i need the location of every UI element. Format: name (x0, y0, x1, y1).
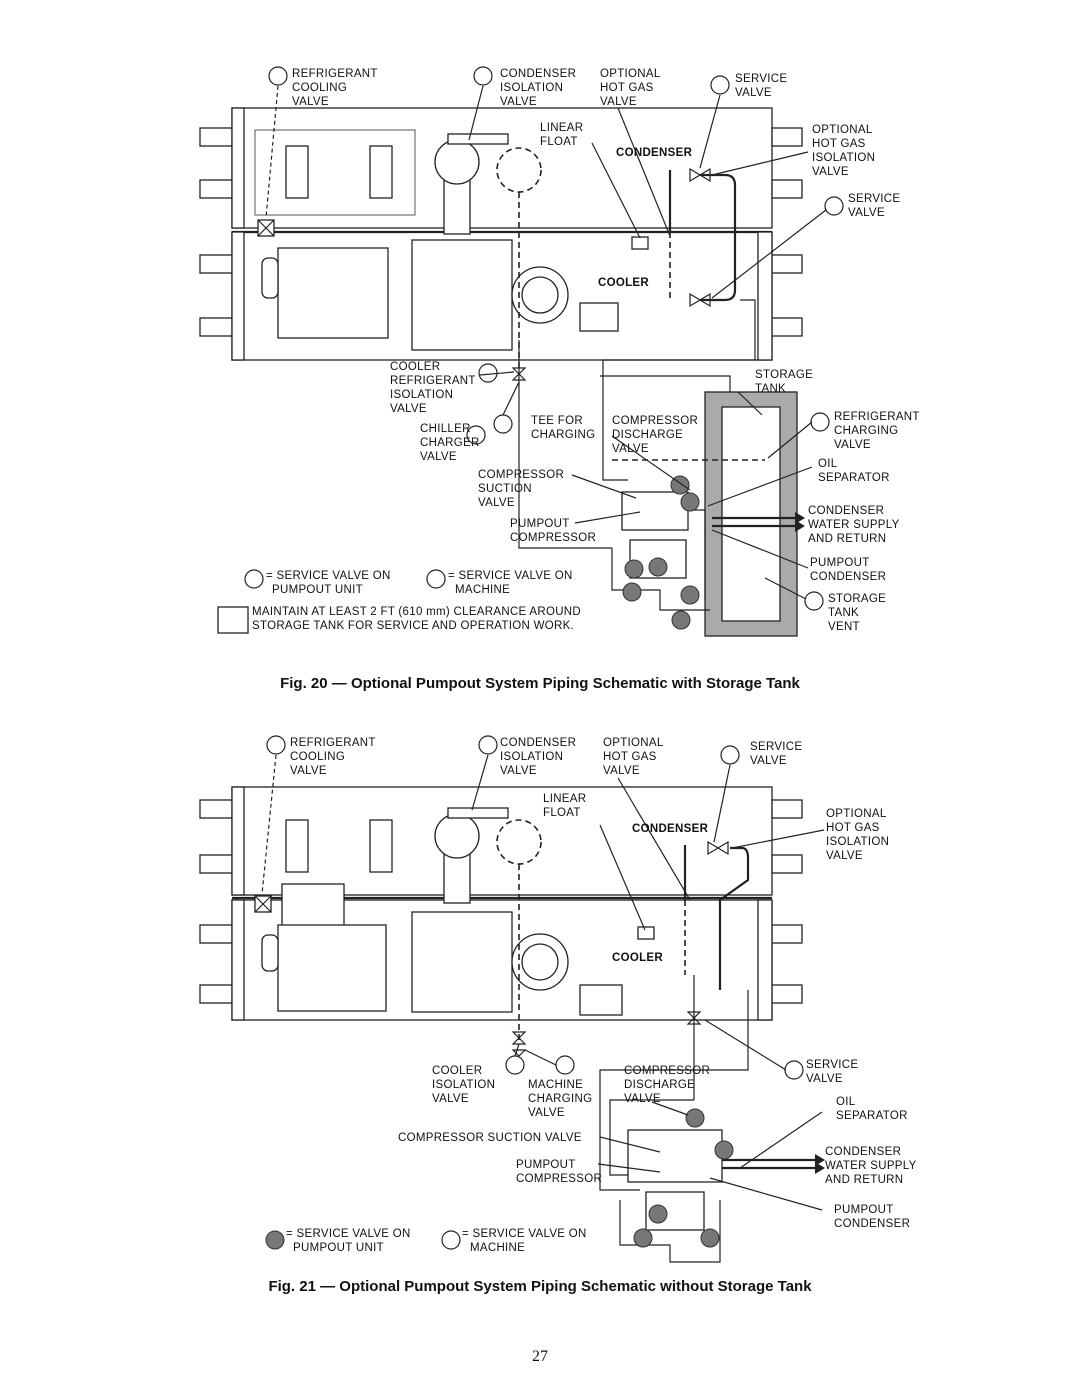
fig20-oil-filter (262, 258, 278, 298)
fig21-label-service-valve-top: SERVICE VALVE (750, 741, 803, 767)
fig21-oil-filter (262, 935, 278, 971)
fig21-control-box (580, 985, 622, 1015)
fig20-sensor-box (632, 237, 648, 249)
fig20-label-oil-separator: OIL SEPARATOR (818, 458, 890, 484)
fig20-label-optional-hot-gas-isolation-valve: OPTIONAL HOT GAS ISOLATION VALVE (812, 124, 876, 178)
fig20-pumpout-compressor (622, 492, 688, 530)
fig21-pumpout-compressor (628, 1130, 722, 1182)
fig20-label-pumpout-compressor: PUMPOUT COMPRESSOR (510, 518, 597, 544)
fig20-legend-clearance: MAINTAIN AT LEAST 2 FT (610 mm) CLEARANCE AROUND STORAGE TANK FOR SERVICE AND OPERATION WORK. (252, 606, 582, 632)
fig20-label-cooler: COOLER (598, 277, 649, 289)
fig21-compressor-body (412, 912, 512, 1012)
fig20-isolation-valve-handle (448, 134, 508, 144)
fig20-legend-machine-symbol (427, 570, 445, 588)
fig20-label-condenser: CONDENSER (616, 147, 693, 159)
fig20-sight-glass-2 (370, 146, 392, 198)
fig21-sensor-box (638, 927, 654, 939)
fig21-drawing (200, 736, 825, 1262)
fig20-left-nozzles (200, 108, 244, 360)
fig20-label-condenser-isolation-valve: CONDENSER ISOLATION VALVE (500, 68, 577, 108)
fig20-label-compressor-suction-valve: COMPRESSOR SUCTION VALVE (478, 469, 565, 509)
fig20-label-condenser-water-supply-and-return: CONDENSER WATER SUPPLY AND RETURN (808, 505, 900, 545)
fig21-label-condenser-water-supply-and-return: CONDENSER WATER SUPPLY AND RETURN (825, 1146, 917, 1186)
fig20-label-cooler-refrigerant-isolation-valve: COOLER REFRIGERANT ISOLATION VALVE (390, 361, 476, 415)
fig20-legend-clearance-symbol (218, 607, 248, 633)
fig21-isolation-valve-handle (448, 808, 508, 818)
fig21-condenser-shell (232, 787, 772, 895)
fig20-storage-tank-inner (722, 407, 780, 621)
fig21-label-oil-separator: OIL SEPARATOR (836, 1096, 908, 1122)
fig20-legend-machine: = SERVICE VALVE ON MACHINE (448, 570, 573, 596)
fig21-label-compressor-discharge-valve: COMPRESSOR DISCHARGE VALVE (624, 1065, 711, 1105)
fig21-legend-pumpout-symbol (266, 1231, 284, 1249)
fig20-label-chiller-charger-valve: CHILLER CHARGER VALVE (420, 423, 480, 463)
fig20-label-compressor-discharge-valve: COMPRESSOR DISCHARGE VALVE (612, 415, 699, 455)
page-number: 27 (532, 1348, 548, 1365)
fig20-label-optional-hot-gas-valve: OPTIONAL HOT GAS VALVE (600, 68, 661, 108)
fig21-label-optional-hot-gas-valve: OPTIONAL HOT GAS VALVE (603, 737, 664, 777)
fig21-label-pumpout-compressor: PUMPOUT COMPRESSOR (516, 1159, 603, 1185)
fig21-label-cooler: COOLER (612, 952, 663, 964)
fig21-label-linear-float: LINEAR FLOAT (543, 793, 587, 819)
fig20-label-linear-float: LINEAR FLOAT (540, 122, 584, 148)
fig21-label-pumpout-condenser: PUMPOUT CONDENSER (834, 1204, 911, 1230)
fig20-legend-pumpout-unit: = SERVICE VALVE ON PUMPOUT UNIT (266, 570, 391, 596)
fig21-label-machine-charging-valve: MACHINE CHARGING VALVE (528, 1079, 593, 1119)
fig21-label-condenser-isolation-valve: CONDENSER ISOLATION VALVE (500, 737, 577, 777)
fig20-label-storage-tank: STORAGE TANK (755, 369, 814, 395)
fig20-legend (218, 570, 585, 633)
fig20-drawing (200, 67, 843, 636)
fig21-label-optional-hot-gas-isolation-valve: OPTIONAL HOT GAS ISOLATION VALVE (826, 808, 890, 862)
fig20-label-refrigerant-charging-valve: REFRIGERANT CHARGING VALVE (834, 411, 920, 451)
fig21-legend (266, 1228, 590, 1254)
fig20-condenser-shell (232, 108, 772, 228)
fig21-compressor-motor (278, 925, 386, 1011)
fig21-sight-glass-1 (286, 820, 308, 872)
fig20-label-service-valve-top: SERVICE VALVE (735, 73, 788, 99)
fig21-label-condenser: CONDENSER (632, 823, 709, 835)
fig21-control-panel (282, 884, 344, 930)
fig21-caption: Fig. 21 — Optional Pumpout System Piping Schematic without Storage Tank (268, 1278, 812, 1295)
fig21-sight-glass-2 (370, 820, 392, 872)
fig20-compressor-motor (278, 248, 388, 338)
fig21-cooler-iso-valve (513, 1032, 525, 1044)
fig20-label-service-valve-right: SERVICE VALVE (848, 193, 901, 219)
fig21-legend-machine: = SERVICE VALVE ON MACHINE (462, 1228, 587, 1254)
fig20-caption: Fig. 20 — Optional Pumpout System Piping Schematic with Storage Tank (280, 675, 800, 692)
fig20-tank-supply-line (600, 376, 730, 392)
fig20-label-refrigerant-cooling-valve: REFRIGERANT COOLING VALVE (292, 68, 378, 108)
fig20-label-tee-for-charging: TEE FOR CHARGING (531, 415, 596, 441)
fig20-sight-glass-1 (286, 146, 308, 198)
fig20-label-pumpout-condenser: PUMPOUT CONDENSER (810, 557, 887, 583)
fig21-legend-pumpout-unit: = SERVICE VALVE ON PUMPOUT UNIT (286, 1228, 411, 1254)
fig21-label-compressor-suction-valve: COMPRESSOR SUCTION VALVE (398, 1132, 582, 1144)
fig21-label-cooler-isolation-valve: COOLER ISOLATION VALVE (432, 1065, 496, 1105)
fig21-legend-machine-symbol (442, 1231, 460, 1249)
fig21-label-service-valve-right: SERVICE VALVE (806, 1059, 859, 1085)
fig20-compressor-body (412, 240, 512, 350)
fig20-legend-pumpout-symbol (245, 570, 263, 588)
fig21-left-nozzles (200, 787, 244, 1020)
fig20-label-storage-tank-vent: STORAGE TANK VENT (828, 593, 887, 633)
fig21-label-refrigerant-cooling-valve: REFRIGERANT COOLING VALVE (290, 737, 376, 777)
fig20-control-box (580, 303, 618, 331)
